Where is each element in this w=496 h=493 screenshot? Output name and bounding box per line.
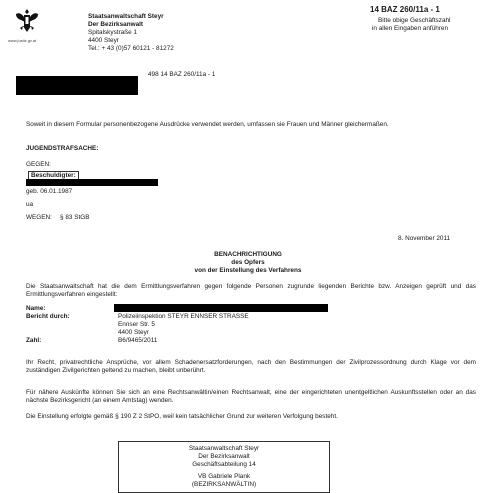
notice-sub-2: von der Einstellung des Verfahrens	[194, 267, 302, 274]
ref-note-1: Bitte obige Geschäftszahl	[378, 17, 451, 24]
sig-line-3: Geschäftsabteilung 14	[192, 461, 256, 468]
notice-title: BENACHRICHTIGUNG	[214, 251, 282, 258]
austrian-eagle-emblem	[14, 6, 40, 36]
report-label: Bericht durch:	[26, 313, 70, 320]
signature-box	[118, 441, 330, 493]
org-sub: Der Bezirksanwalt	[88, 21, 144, 28]
basis-paragraph: Die Einstellung erfolgte gemäß § 190 Z 2 StPO, weil kein tatsächlicher Grund zur weiteren Verfolgung besteht.	[26, 413, 338, 420]
notice-sub-1: des Opfers	[231, 259, 265, 266]
ua-label: ua	[26, 201, 34, 208]
police-street: Ennser Str. 5	[118, 321, 155, 328]
police-city: 4400 Steyr	[118, 329, 149, 336]
sig-line-1: Staatsanwaltschaft Steyr	[188, 445, 260, 452]
document-date: 8. November 2011	[398, 235, 451, 242]
sig-line-2: Der Bezirksanwalt	[198, 453, 250, 460]
case-type: JUGENDSTRAFSACHE:	[26, 145, 99, 152]
org-city: 4400 Steyr	[88, 37, 119, 44]
ref-line: 498 14 BAZ 260/11a - 1	[148, 71, 216, 78]
case-reference: 14 BAZ 260/11a - 1	[370, 5, 440, 14]
rights-paragraph: Ihr Recht, privatrechtliche Ansprüche, vor allem Schadenersatzforderungen, nach den Bestimmungen der Zivilprozessordnung durch Klage vor dem zuständigen Zivilgerichten geltend zu machen, bleibt unberührt.	[26, 359, 476, 374]
sig-line-4: VB Gabriele Plank	[197, 473, 251, 480]
eagle-icon	[14, 6, 40, 36]
info-paragraph: Für nähere Auskünfte können Sie sich an eine Rechtsanwältin/einen Rechtsanwalt, eine der eingerichteten unentgeltlichen Auskunftsstellen oder an das nächste Bezirksgericht (an einem Amtstag) wenden.	[26, 389, 476, 404]
zahl-label: Zahl:	[26, 337, 42, 344]
zahl-value: B6/9465/2011	[118, 337, 158, 344]
ref-note-2: in allen Eingaben anführen	[372, 25, 449, 32]
charge-value: § 83 StGB	[60, 214, 90, 221]
gender-note: Soweit in diesem Formular personenbezogene Ausdrücke verwendet werden, umfassen sie Frauen und Männer gleichermaßen.	[26, 121, 389, 128]
website-text: www.justiz.gv.at	[8, 38, 37, 43]
birth-line: geb. 06.01.1987	[26, 188, 73, 195]
org-tel: Tel.: + 43 (0)57 60121 - 81272	[88, 45, 174, 52]
org-name: Staatsanwaltschaft Steyr	[88, 13, 164, 20]
charge-label: WEGEN:	[26, 214, 52, 221]
name-label: Name:	[26, 305, 46, 312]
sig-line-5: (BEZIRKSANWÄLTIN)	[191, 481, 257, 488]
redacted-address	[16, 76, 138, 95]
redacted-victim-name	[114, 304, 328, 312]
police-name: Polizeiinspektion STEYR ENNSER STRASSE	[118, 313, 249, 320]
accused-label: Beschuldigter:	[28, 171, 79, 181]
intro-paragraph: Die Staatsanwaltschaft hat die dem Ermittlungsverfahren gegen folgende Personen zugrunde liegenden Berichte bzw. Anzeigen geprüft und das Ermittlungsverfahren eingestellt:	[26, 283, 476, 298]
redacted-accused-name	[26, 179, 158, 186]
against-label: GEGEN:	[26, 161, 51, 168]
org-street: Spitalskystraße 1	[88, 29, 138, 36]
